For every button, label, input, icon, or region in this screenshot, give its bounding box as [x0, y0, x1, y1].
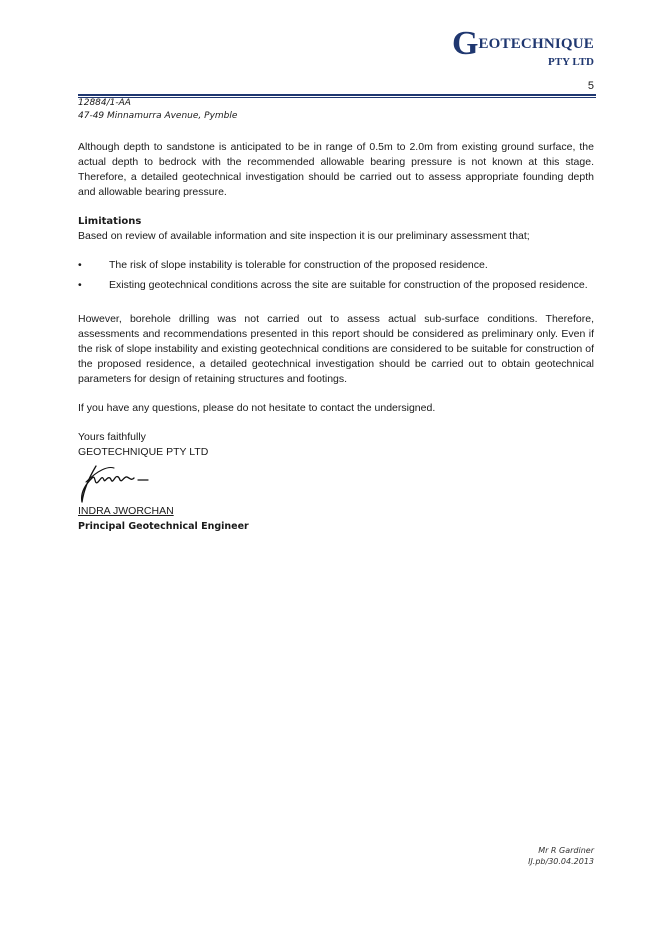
paragraph-limitations: However, borehole drilling was not carried out to assess actual sub-surface conditions. Therefore, assessments and recommendations presented in this report should be considered as preliminary only. Even if the risk of slope instability and existing geotechnical conditions are considered to be suitable for construction of the proposed residence, a detailed geotechnical investigation should be carried out to obtain geotechnical parameters for design of retaining structures and footings.: [78, 313, 594, 385]
limitations-heading: Limitations: [78, 216, 142, 227]
list-item: • Existing geotechnical conditions across the site are suitable for construction of the proposed residence.: [78, 279, 588, 291]
logo-subtitle: PTY LTD: [548, 56, 594, 68]
logo-initial: G: [451, 25, 479, 62]
paragraph-contact: If you have any questions, please do not hesitate to contact the undersigned.: [78, 402, 436, 414]
ref-number: 12884/1-AA: [78, 98, 131, 108]
signatory-title: Principal Geotechnical Engineer: [78, 521, 249, 532]
company-logo: [451, 25, 594, 68]
closing-salutation: Yours faithfully: [78, 431, 146, 443]
letter-body: [78, 140, 594, 534]
paragraph-bedrock: Although depth to sandstone is anticipated to be in range of 0.5m to 2.0m from existing ground surface, the actual depth to bedrock with the recommended allowable bearing pressure is not known at this stage. Therefore, a detailed geotechnical investigation should be carried out to assess appropriate founding depth and allowable bearing pressure.: [78, 141, 594, 198]
signature: [78, 462, 594, 504]
site-address: 47-49 Minnamurra Avenue, Pymble: [78, 111, 238, 121]
limitations-intro: Based on review of available information and site inspection it is our preliminary assessment that;: [78, 230, 530, 242]
signatory-name: INDRA JWORCHAN: [78, 505, 174, 517]
assessment-list: [78, 258, 594, 293]
company-name: GEOTECHNIQUE PTY LTD: [78, 446, 209, 458]
header-rule-thick: [78, 94, 596, 96]
bullet-icon: •: [78, 279, 82, 291]
footer-recipient: Mr R Gardiner: [538, 846, 594, 855]
bullet-icon: •: [78, 259, 82, 271]
list-item: • The risk of slope instability is tolerable for construction of the proposed residence.: [78, 259, 488, 271]
logo-wordmark: EOTECHNIQUE: [478, 36, 594, 52]
footer-doc-ref: IJ.pb/30.04.2013: [528, 857, 594, 866]
signature-icon: [78, 462, 178, 504]
footer-reference: [528, 845, 594, 867]
page-number: 5: [587, 80, 594, 92]
document-reference: [78, 97, 237, 123]
